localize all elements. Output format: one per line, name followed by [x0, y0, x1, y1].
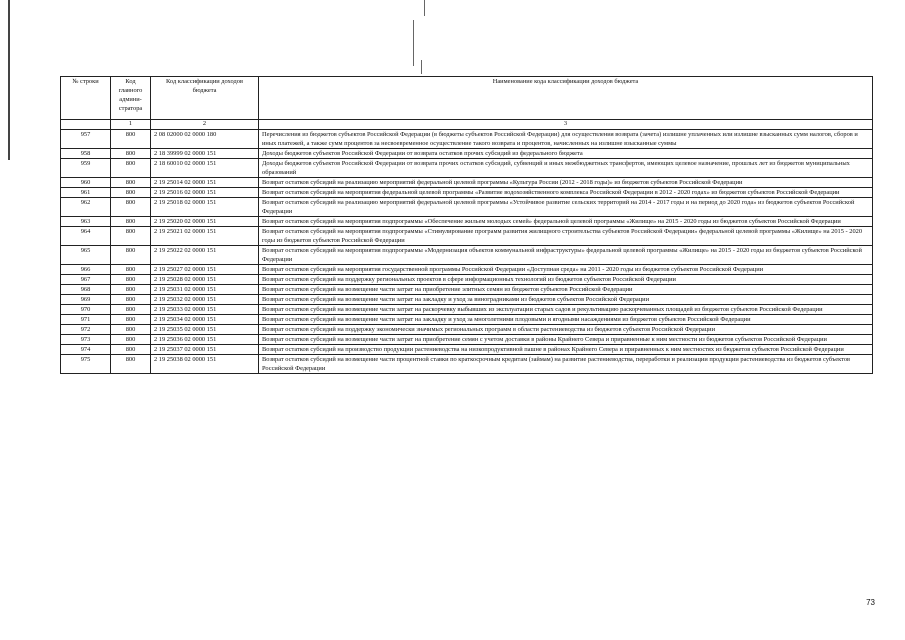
classification-name-cell: Возврат остатков субсидий на поддержку экономически значимых региональных программ в области растениеводства из бюджетов субъектов Российской Федерации: [259, 325, 873, 335]
classification-name-cell: Перечисления из бюджетов субъектов Российской Федерации (в бюджеты субъектов Российской Федерации) для осуществления возврата (зачета) излишне уплаченных или излишне взысканных сумм налогов, сборов и иных платежей, а также сумм процентов за несвоевременное осуществление такого возврата и процентов, начисленных на излишне взысканные суммы: [259, 130, 873, 149]
admin-code-cell: 800: [111, 159, 151, 178]
admin-code-cell: 800: [111, 178, 151, 188]
row-number-cell: 972: [61, 325, 111, 335]
table-row: [61, 149, 873, 159]
classification-code-cell: 2 19 25014 02 0000 151: [151, 178, 259, 188]
row-number-cell: 958: [61, 149, 111, 159]
table-row: [61, 345, 873, 355]
column-number-2: 2: [151, 120, 259, 130]
classification-code-cell: 2 19 25018 02 0000 151: [151, 198, 259, 217]
table-row: [61, 159, 873, 178]
page-number: 73: [866, 598, 875, 607]
classification-name-cell: Возврат остатков субсидий на поддержку региональных проектов в сфере информационных технологий из бюджетов субъектов Российской Федерации: [259, 275, 873, 285]
row-number-cell: 961: [61, 188, 111, 198]
column-number-empty: [61, 120, 111, 130]
table-row: [61, 130, 873, 149]
admin-code-cell: 800: [111, 295, 151, 305]
classification-code-cell: 2 19 25034 02 0000 151: [151, 315, 259, 325]
admin-code-cell: 800: [111, 335, 151, 345]
classification-name-cell: Возврат остатков субсидий на мероприятия подпрограммы «Стимулирование программ развития жилищного строительства субъектов Российской Федерации» федеральной целевой программы «Жилище» на 2015 - 2020 годы из бюджетов субъектов Российской Федерации: [259, 227, 873, 246]
budget-classification-table: [60, 76, 873, 374]
binder-mark: [424, 0, 425, 16]
classification-name-cell: Возврат остатков субсидий на производство продукции растениеводства на низкопродуктивной пашне в районах Крайнего Севера и приравненных к ним местностях из бюджетов субъектов Российской Федерации: [259, 345, 873, 355]
classification-code-cell: 2 18 60010 02 0000 151: [151, 159, 259, 178]
classification-code-cell: 2 19 25027 02 0000 151: [151, 265, 259, 275]
row-number-cell: 962: [61, 198, 111, 217]
table-row: [61, 325, 873, 335]
table-row: [61, 265, 873, 275]
classification-code-cell: 2 19 25036 02 0000 151: [151, 335, 259, 345]
table-header: [61, 77, 873, 130]
table-row: [61, 355, 873, 374]
table-row: [61, 285, 873, 295]
header-classification-code: Код классификации доходов бюджета: [151, 77, 259, 120]
admin-code-cell: 800: [111, 227, 151, 246]
classification-code-cell: 2 19 25033 02 0000 151: [151, 305, 259, 315]
classification-code-cell: 2 19 25021 02 0000 151: [151, 227, 259, 246]
classification-code-cell: 2 19 25020 02 0000 151: [151, 217, 259, 227]
row-number-cell: 968: [61, 285, 111, 295]
classification-name-cell: Возврат остатков субсидий на мероприятия государственной программы Российской Федерации «Доступная среда» на 2011 - 2020 годы из бюджетов субъектов Российской Федерации: [259, 265, 873, 275]
classification-name-cell: Возврат остатков субсидий на мероприятия федеральной целевой программы «Развитие водохозяйственного комплекса Российской Федерации в 2012 - 2020 годах» из бюджетов субъектов Российской Федерации: [259, 188, 873, 198]
scan-edge-line: [8, 0, 10, 160]
classification-name-cell: Возврат остатков субсидий на возмещение части затрат на раскорчевку выбывших из эксплуатации старых садов и рекультивацию раскорчеванных площадей из бюджетов субъектов Российской Федерации: [259, 305, 873, 315]
classification-name-cell: Возврат остатков субсидий на возмещение части затрат на приобретение семян с учетом доставки в районы Крайнего Севера и приравненные к ним местности из бюджетов субъектов Российской Федерации: [259, 335, 873, 345]
classification-name-cell: Возврат остатков субсидий на возмещение части затрат на приобретение элитных семян из бюджетов субъектов Российской Федерации: [259, 285, 873, 295]
admin-code-cell: 800: [111, 355, 151, 374]
classification-code-cell: 2 08 02000 02 0000 180: [151, 130, 259, 149]
header-classification-name: Наименование кода классификации доходов бюджета: [259, 77, 873, 120]
admin-code-cell: 800: [111, 285, 151, 295]
row-number-cell: 967: [61, 275, 111, 285]
header-row: [61, 77, 873, 120]
classification-code-cell: 2 19 25031 02 0000 151: [151, 285, 259, 295]
classification-code-cell: 2 19 25037 02 0000 151: [151, 345, 259, 355]
header-row-number: № строки: [61, 77, 111, 120]
column-number-row: [61, 120, 873, 130]
row-number-cell: 959: [61, 159, 111, 178]
table-row: [61, 246, 873, 265]
classification-name-cell: Возврат остатков субсидий на возмещение части затрат на закладку и уход за виноградниками из бюджетов субъектов Российской Федерации: [259, 295, 873, 305]
table-row: [61, 335, 873, 345]
classification-name-cell: Доходы бюджетов субъектов Российской Федерации от возврата прочих остатков субсидий, субвенций и иных межбюджетных трансфертов, имеющих целевое назначение, прошлых лет из бюджетов муниципальных образований: [259, 159, 873, 178]
row-number-cell: 970: [61, 305, 111, 315]
row-number-cell: 965: [61, 246, 111, 265]
row-number-cell: 969: [61, 295, 111, 305]
table-row: [61, 188, 873, 198]
table-row: [61, 315, 873, 325]
classification-name-cell: Возврат остатков субсидий на возмещение части процентной ставки по краткосрочным кредитам (займам) на развитие растениеводства, переработки и реализации продукции растениеводства из бюджетов субъектов Российской Федерации: [259, 355, 873, 374]
table-row: [61, 198, 873, 217]
column-number-3: 3: [259, 120, 873, 130]
row-number-cell: 974: [61, 345, 111, 355]
table-row: [61, 178, 873, 188]
classification-code-cell: 2 19 25022 02 0000 151: [151, 246, 259, 265]
admin-code-cell: 800: [111, 198, 151, 217]
classification-name-cell: Возврат остатков субсидий на реализацию мероприятий федеральной целевой программы «Культура России (2012 - 2018 годы)» из бюджетов субъектов Российской Федерации: [259, 178, 873, 188]
table-row: [61, 295, 873, 305]
admin-code-cell: 800: [111, 325, 151, 335]
table-row: [61, 305, 873, 315]
classification-code-cell: 2 19 25035 02 0000 151: [151, 325, 259, 335]
admin-code-cell: 800: [111, 149, 151, 159]
classification-name-cell: Возврат остатков субсидий на мероприятия подпрограммы «Обеспечение жильем молодых семей» федеральной целевой программы «Жилище» на 2015 - 2020 годы из бюджетов субъектов Российской Федерации: [259, 217, 873, 227]
admin-code-cell: 800: [111, 265, 151, 275]
table-row: [61, 217, 873, 227]
row-number-cell: 957: [61, 130, 111, 149]
classification-name-cell: Доходы бюджетов субъектов Российской Федерации от возврата остатков прочих субсидий из федерального бюджета: [259, 149, 873, 159]
binder-mark: [421, 60, 422, 74]
row-number-cell: 973: [61, 335, 111, 345]
classification-code-cell: 2 19 25028 02 0000 151: [151, 275, 259, 285]
admin-code-cell: 800: [111, 305, 151, 315]
classification-code-cell: 2 19 25016 02 0000 151: [151, 188, 259, 198]
classification-code-cell: 2 19 25032 02 0000 151: [151, 295, 259, 305]
column-number-1: 1: [111, 120, 151, 130]
admin-code-cell: 800: [111, 188, 151, 198]
binder-mark: [413, 20, 414, 66]
row-number-cell: 963: [61, 217, 111, 227]
admin-code-cell: 800: [111, 345, 151, 355]
classification-code-cell: 2 19 25038 02 0000 151: [151, 355, 259, 374]
table-row: [61, 227, 873, 246]
classification-name-cell: Возврат остатков субсидий на реализацию мероприятий федеральной целевой программы «Устойчивое развитие сельских территорий на 2014 - 2017 годы и на период до 2020 года» из бюджетов субъектов Российской Федерации: [259, 198, 873, 217]
row-number-cell: 971: [61, 315, 111, 325]
row-number-cell: 960: [61, 178, 111, 188]
table-body: [61, 130, 873, 374]
table-row: [61, 275, 873, 285]
admin-code-cell: 800: [111, 217, 151, 227]
header-admin-code: Код главного админи-стратора: [111, 77, 151, 120]
row-number-cell: 966: [61, 265, 111, 275]
classification-name-cell: Возврат остатков субсидий на мероприятия подпрограммы «Модернизация объектов коммунальной инфраструктуры» федеральной целевой программы «Жилище» на 2015 - 2020 годы из бюджетов субъектов Российской Федерации: [259, 246, 873, 265]
admin-code-cell: 800: [111, 315, 151, 325]
classification-name-cell: Возврат остатков субсидий на возмещение части затрат на закладку и уход за многолетними плодовыми и ягодными насаждениями из бюджетов субъектов Российской Федерации: [259, 315, 873, 325]
admin-code-cell: 800: [111, 130, 151, 149]
admin-code-cell: 800: [111, 275, 151, 285]
row-number-cell: 975: [61, 355, 111, 374]
classification-code-cell: 2 18 39999 02 0000 151: [151, 149, 259, 159]
admin-code-cell: 800: [111, 246, 151, 265]
row-number-cell: 964: [61, 227, 111, 246]
